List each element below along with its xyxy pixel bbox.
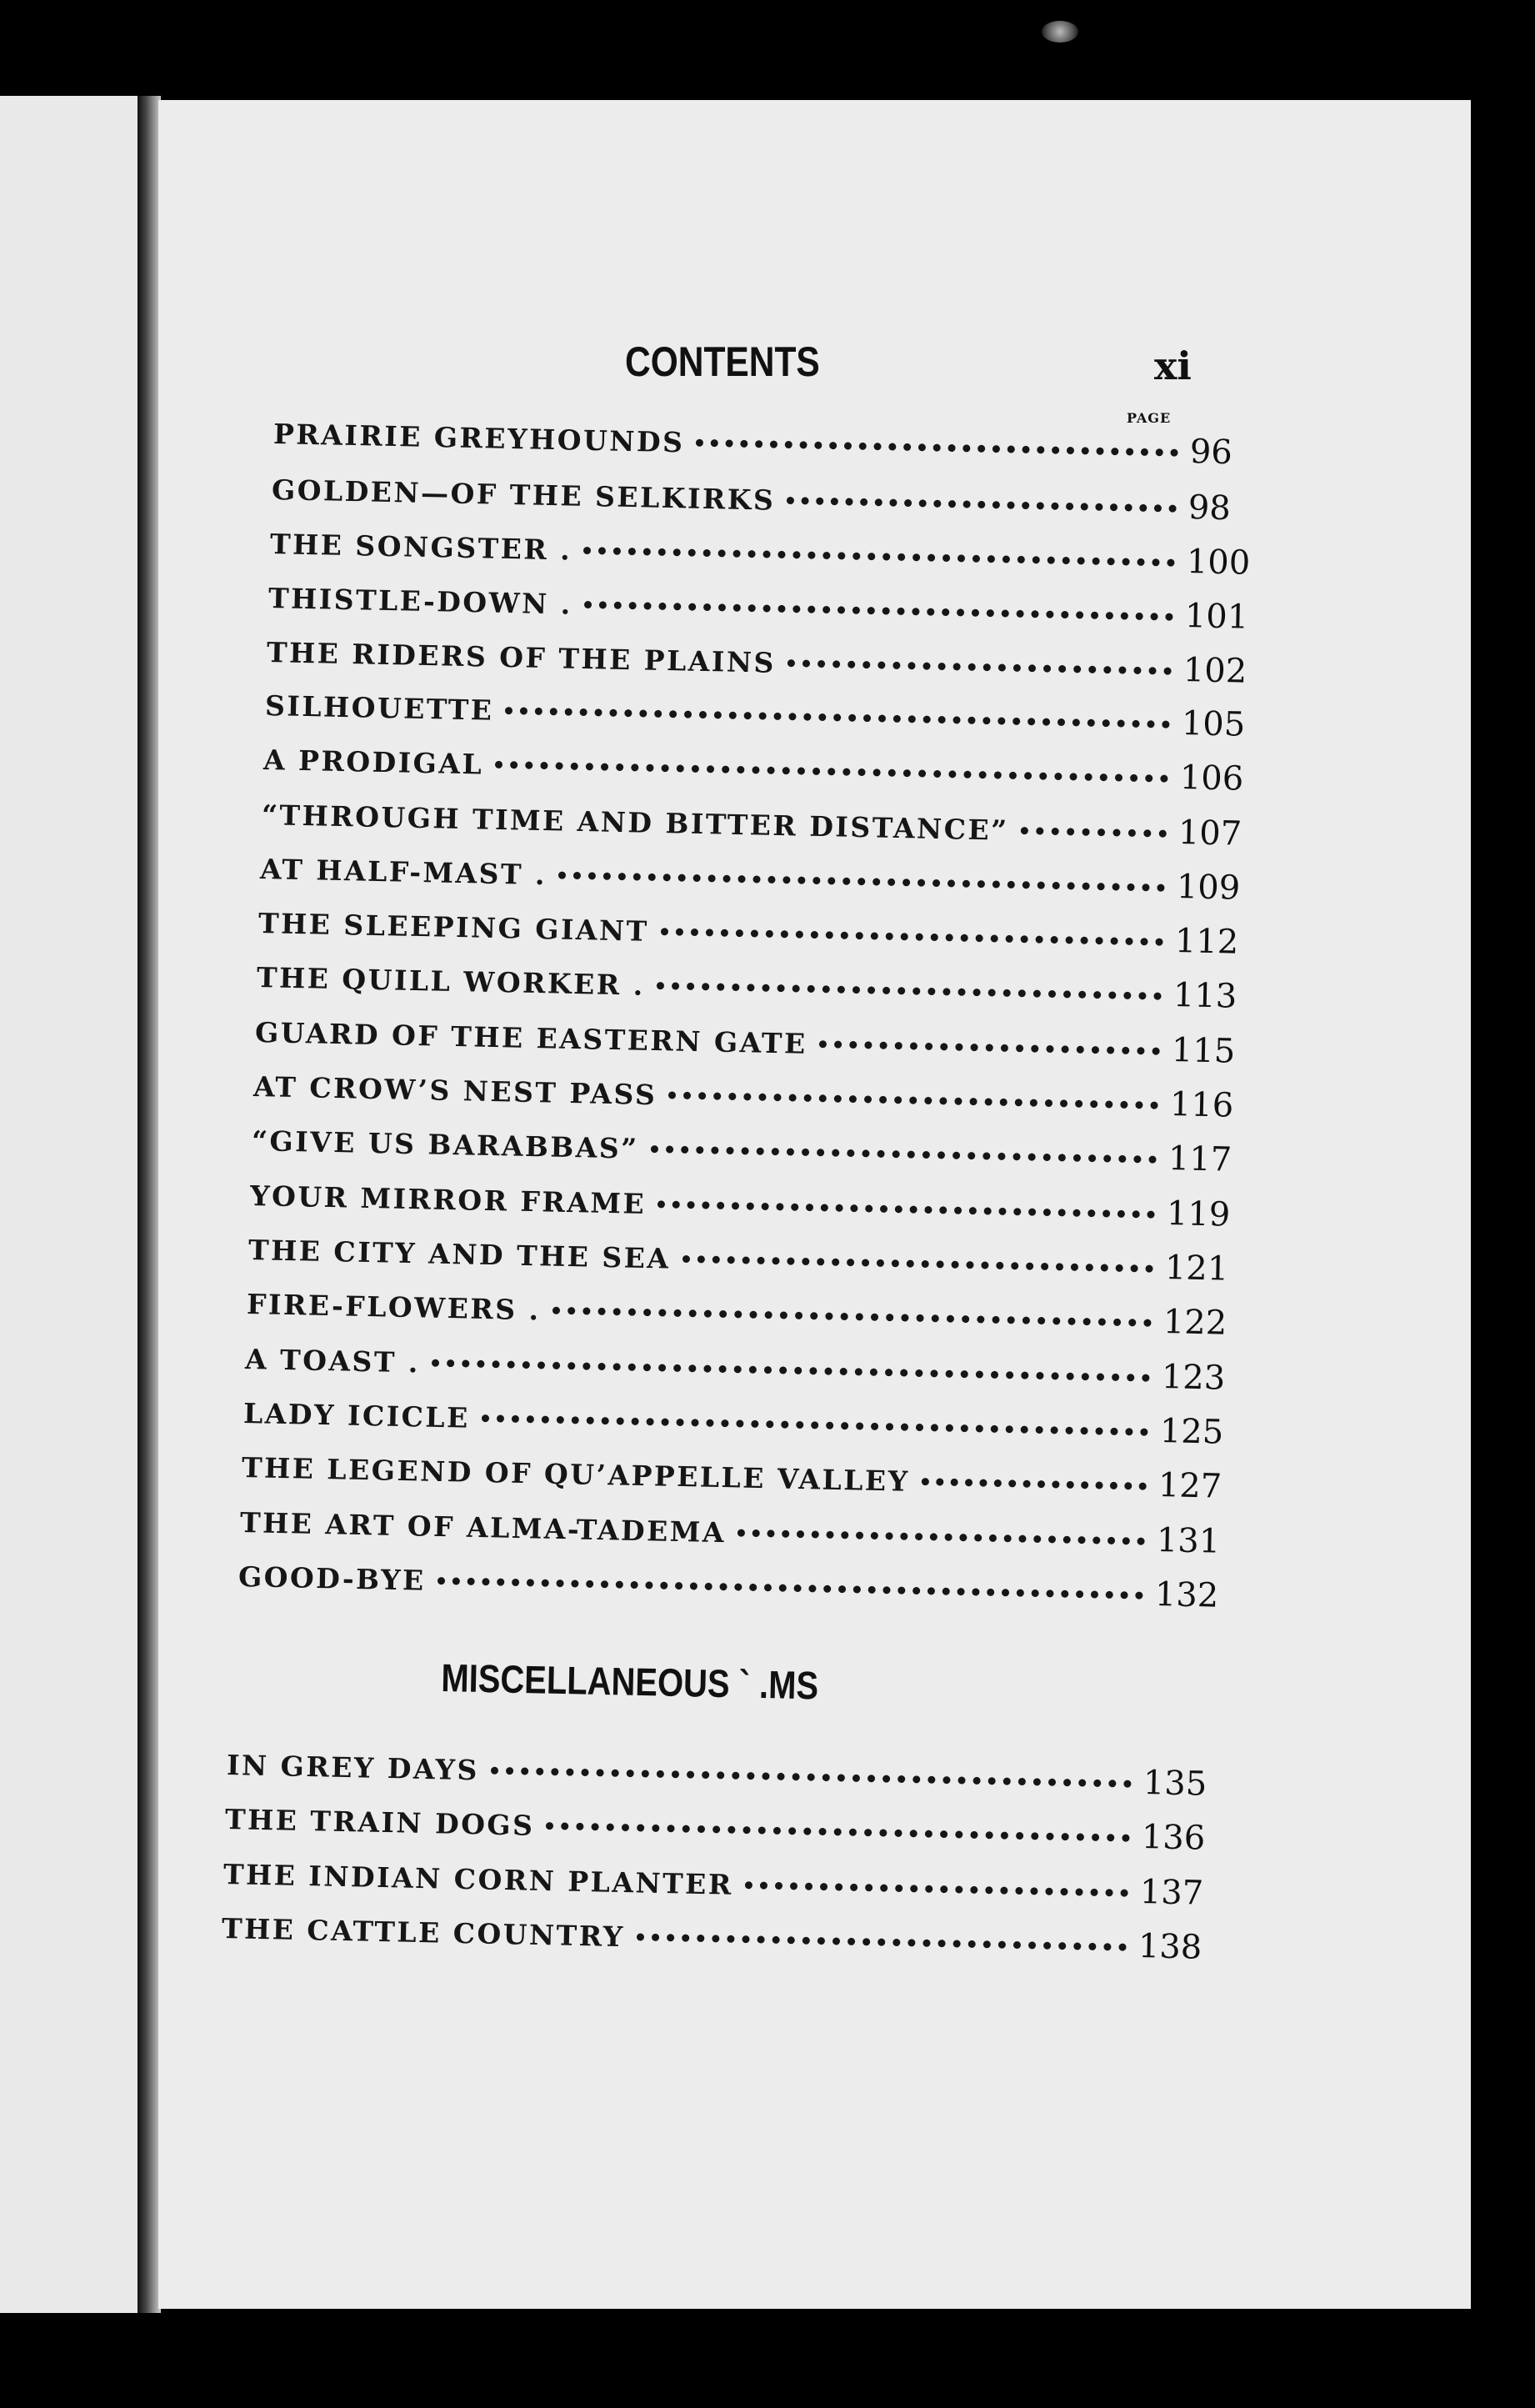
toc-entry-title: FIRE-FLOWERS . (246, 1288, 541, 1327)
contents-page (158, 100, 1471, 2309)
toc-entry-title: LADY ICICLE (242, 1397, 471, 1434)
page-column-label: PAGE (1127, 410, 1172, 426)
toc-entry-title: A PRODIGAL (262, 743, 484, 781)
toc-entry-page: 115 (1171, 1031, 1236, 1071)
toc-entry-page: 138 (1138, 1927, 1202, 1967)
toc-entry-title: “THROUGH TIME AND BITTER DISTANCE” (261, 798, 1009, 847)
toc-entry-title: THE SONGSTER . (269, 528, 572, 567)
dot-leader (546, 1822, 1130, 1842)
toc-entry-page: 125 (1159, 1412, 1224, 1452)
toc-entry-title: YOUR MIRROR FRAME (249, 1179, 647, 1220)
toc-entry-title: THE INDIAN CORN PLANTER (222, 1858, 734, 1901)
toc-entry-title: THE LEGEND OF QU’APPELLE VALLEY (241, 1451, 911, 1498)
facing-page-edge (0, 96, 138, 2313)
section-heading: MISCELLANEOUS ` .MS (440, 1655, 819, 1708)
toc-entry-page: 109 (1176, 868, 1241, 908)
dot-leader (637, 1933, 1127, 1950)
page-title: CONTENTS (625, 338, 820, 385)
toc-entry-page: 105 (1181, 704, 1246, 744)
toc-entry-page: 112 (1174, 922, 1239, 962)
toc-entry-page: 117 (1168, 1139, 1232, 1179)
toc-entry-page: 113 (1172, 976, 1238, 1016)
toc-entry-title: GOOD-BYE (238, 1560, 427, 1597)
scan-speck (1042, 21, 1078, 43)
toc-entry-title: AT HALF-MAST . (259, 853, 548, 892)
toc-entry-title: “GIVE US BARABBAS” (251, 1124, 640, 1165)
toc-row (224, 1799, 1208, 1866)
toc-entry-page: 102 (1182, 651, 1248, 691)
toc-entry-page: 122 (1162, 1303, 1228, 1343)
toc-entry-page: 132 (1154, 1575, 1219, 1615)
toc-entry-page: 101 (1184, 597, 1249, 637)
toc-entry-title: SILHOUETTE (264, 689, 494, 727)
toc-entry-page: 106 (1179, 758, 1244, 798)
toc-entry-title: THE SLEEPING GIANT (258, 907, 650, 948)
toc-entry-title: THE QUILL WORKER . (256, 961, 646, 1002)
toc-entry-title: AT CROW’S NEST PASS (252, 1070, 658, 1112)
section-contents (158, 100, 1471, 2309)
toc-entry-title: A TOAST . (244, 1343, 421, 1379)
scan-border-right (1475, 0, 1535, 2408)
toc-row (221, 1908, 1205, 1975)
toc-entry-title: THISTLE-DOWN . (268, 582, 573, 621)
toc-entry-title: THE TRAIN DOGS (224, 1803, 535, 1842)
toc-entry-page: 100 (1186, 543, 1251, 583)
toc-entry-page: 119 (1166, 1194, 1231, 1234)
toc-entry-page: 127 (1158, 1466, 1222, 1506)
toc-entry-title: GOLDEN—OF THE SELKIRKS (271, 473, 776, 517)
toc-entry-page: 96 (1189, 433, 1233, 473)
toc-entry-title: GUARD OF THE EASTERN GATE (254, 1016, 808, 1060)
toc-entry-title: THE CITY AND THE SEA (248, 1234, 671, 1275)
toc-entry-page: 121 (1164, 1249, 1229, 1289)
toc-entry-title: THE RIDERS OF THE PLAINS (266, 636, 777, 679)
dot-leader (745, 1881, 1128, 1897)
dot-leader (491, 1767, 1132, 1788)
toc-entry-page: 131 (1156, 1521, 1221, 1561)
toc-entry-page: 107 (1178, 814, 1242, 854)
toc-entry-page: 136 (1141, 1818, 1206, 1858)
page-folio: xi (1154, 343, 1192, 388)
toc-entry-title: IN GREY DAYS (226, 1749, 480, 1787)
toc-entry-title: THE CATTLE COUNTRY (221, 1912, 626, 1954)
toc-entry-title: PRAIRIE GREYHOUNDS (272, 418, 685, 459)
toc-entry-page: 116 (1169, 1085, 1234, 1125)
toc-entry-page: 98 (1188, 488, 1232, 528)
book-gutter (138, 96, 161, 2313)
toc-entry-page: 123 (1161, 1358, 1226, 1398)
toc-entry-title: THE ART OF ALMA-TADEMA (239, 1506, 727, 1549)
toc-entry-page: 135 (1142, 1764, 1208, 1804)
toc-entry-page: 137 (1139, 1873, 1204, 1913)
